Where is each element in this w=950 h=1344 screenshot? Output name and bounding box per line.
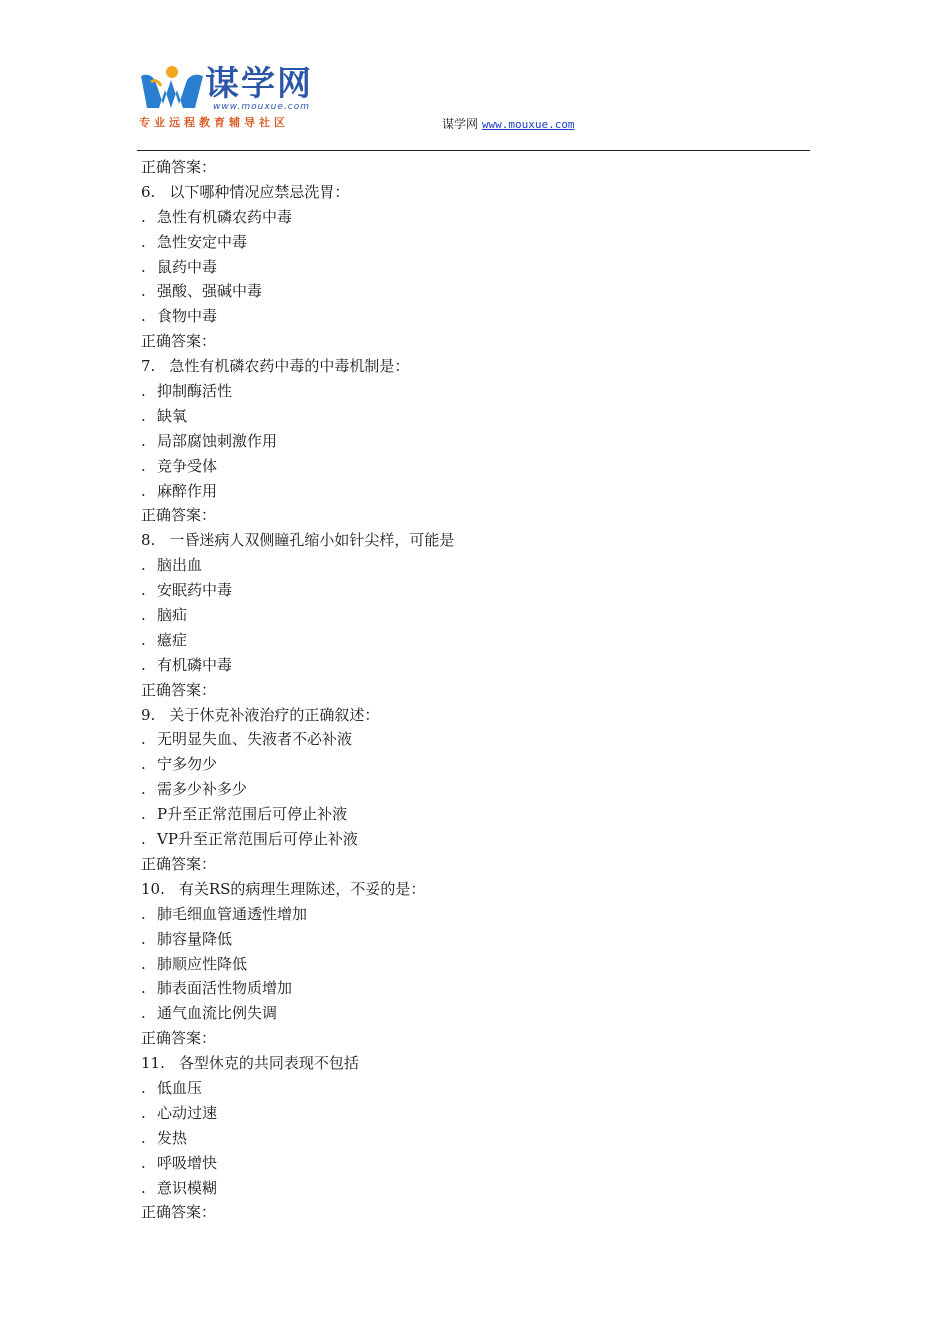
option-marker: . xyxy=(141,382,146,401)
option-item xyxy=(141,1101,821,1126)
question-text: 各型休克的共同表现不包括 xyxy=(178,1054,359,1073)
option-item xyxy=(141,578,821,603)
question-title xyxy=(141,180,821,205)
question-block xyxy=(141,528,821,702)
option-text: 肺顺应性降低 xyxy=(157,954,248,973)
option-item xyxy=(141,1176,821,1201)
page-header xyxy=(0,0,950,152)
option-text: 鼠药中毒 xyxy=(157,257,218,276)
option-marker: . xyxy=(141,282,146,301)
option-text: 无明显失血、失液者不必补液 xyxy=(157,730,353,749)
option-marker: . xyxy=(141,1153,146,1172)
question-block xyxy=(141,354,821,528)
option-item xyxy=(141,927,821,952)
question-text: 有关RS的病理生理陈述，不妥的是： xyxy=(178,879,426,898)
site-link[interactable]: www.mouxue.com xyxy=(481,118,575,131)
option-marker: . xyxy=(141,581,146,600)
option-item xyxy=(141,802,821,827)
option-text: 通气血流比例失调 xyxy=(157,1004,278,1023)
option-marker: . xyxy=(141,1178,146,1197)
question-number: 6. xyxy=(141,182,156,201)
option-text: 呼吸增快 xyxy=(157,1153,218,1172)
option-text: 缺氧 xyxy=(157,406,188,425)
answer-label: 正确答案： xyxy=(141,506,217,525)
logo-emblem-icon xyxy=(137,64,207,114)
answer-label: 正确答案： xyxy=(141,1203,217,1222)
option-marker: . xyxy=(141,431,146,450)
option-marker: . xyxy=(141,257,146,276)
option-marker: . xyxy=(141,904,146,923)
question-title xyxy=(141,1051,821,1076)
option-text: 局部腐蚀刺激作用 xyxy=(157,431,278,450)
option-text: 急性安定中毒 xyxy=(157,232,248,251)
question-block xyxy=(141,703,821,877)
option-item xyxy=(141,752,821,777)
option-text: 安眠药中毒 xyxy=(157,581,233,600)
option-text: 癔症 xyxy=(157,630,188,649)
answer-label: 正确答案： xyxy=(141,680,217,699)
option-marker: . xyxy=(141,606,146,625)
option-marker: . xyxy=(141,929,146,948)
option-item xyxy=(141,628,821,653)
option-text: 急性有机磷农药中毒 xyxy=(157,207,293,226)
option-text: 食物中毒 xyxy=(157,307,218,326)
option-text: 肺毛细血管通透性增加 xyxy=(157,904,308,923)
option-item xyxy=(141,230,821,255)
option-text: 脑疝 xyxy=(157,606,188,625)
option-item xyxy=(141,553,821,578)
option-marker: . xyxy=(141,1103,146,1122)
option-item xyxy=(141,454,821,479)
option-item xyxy=(141,727,821,752)
option-item xyxy=(141,279,821,304)
option-item xyxy=(141,827,821,852)
site-info xyxy=(442,115,575,132)
option-item xyxy=(141,952,821,977)
brand-url: www.mouxue.com xyxy=(213,102,310,112)
option-text: 需多少补多少 xyxy=(157,780,248,799)
option-text: 麻醉作用 xyxy=(157,481,218,500)
option-marker: . xyxy=(141,954,146,973)
option-text: 意识模糊 xyxy=(157,1178,218,1197)
option-marker: . xyxy=(141,406,146,425)
question-block xyxy=(141,1051,821,1225)
question-title xyxy=(141,354,821,379)
answer-label: 正确答案： xyxy=(141,1029,217,1048)
option-marker: . xyxy=(141,730,146,749)
option-item xyxy=(141,777,821,802)
option-marker: . xyxy=(141,630,146,649)
question-list xyxy=(141,155,821,1225)
option-item xyxy=(141,429,821,454)
option-marker: . xyxy=(141,755,146,774)
question-text: 以下哪种情况应禁忌洗胃： xyxy=(169,182,350,201)
question-title xyxy=(141,703,821,728)
option-item xyxy=(141,1151,821,1176)
option-text: 有机磷中毒 xyxy=(157,655,233,674)
option-marker: . xyxy=(141,232,146,251)
brand-name: 谋学网 xyxy=(205,64,313,104)
header-divider xyxy=(137,150,810,151)
answer-label: 正确答案： xyxy=(141,332,217,351)
option-item xyxy=(141,1076,821,1101)
option-marker: . xyxy=(141,207,146,226)
option-text: 强酸、强碱中毒 xyxy=(157,282,263,301)
site-label: 谋学网 xyxy=(442,117,479,131)
option-marker: . xyxy=(141,830,146,849)
option-text: 竞争受体 xyxy=(157,456,218,475)
option-text: VP升至正常范围后可停止补液 xyxy=(157,830,358,849)
option-item xyxy=(141,479,821,504)
question-text: 关于休克补液治疗的正确叙述： xyxy=(169,705,380,724)
option-item xyxy=(141,653,821,678)
option-text: 脑出血 xyxy=(157,556,203,575)
option-marker: . xyxy=(141,556,146,575)
option-text: 肺容量降低 xyxy=(157,929,233,948)
option-item xyxy=(141,902,821,927)
option-marker: . xyxy=(141,780,146,799)
option-text: 心动过速 xyxy=(157,1103,218,1122)
option-item xyxy=(141,1001,821,1026)
question-title xyxy=(141,877,821,902)
option-item xyxy=(141,603,821,628)
answer-label: 正确答案： xyxy=(141,158,217,176)
answer-label: 正确答案： xyxy=(141,854,217,873)
question-number: 7. xyxy=(141,357,156,376)
question-number: 10. xyxy=(141,879,165,898)
question-number: 11. xyxy=(141,1054,165,1073)
option-marker: . xyxy=(141,805,146,824)
option-text: 抑制酶活性 xyxy=(157,382,233,401)
option-text: 发热 xyxy=(157,1128,188,1147)
option-item xyxy=(141,205,821,230)
option-marker: . xyxy=(141,1004,146,1023)
brand-slogan: 专业远程教育辅导社区 xyxy=(139,116,289,129)
option-text: 宁多勿少 xyxy=(157,755,218,774)
option-item xyxy=(141,1126,821,1151)
option-item xyxy=(141,255,821,280)
option-item xyxy=(141,404,821,429)
question-number: 8. xyxy=(141,531,156,550)
option-text: 低血压 xyxy=(157,1078,203,1097)
option-item xyxy=(141,304,821,329)
question-text: 一昏迷病人双侧瞳孔缩小如针尖样，可能是 xyxy=(169,531,455,550)
option-marker: . xyxy=(141,979,146,998)
option-text: P升至正常范围后可停止补液 xyxy=(157,805,348,824)
option-text: 肺表面活性物质增加 xyxy=(157,979,293,998)
option-marker: . xyxy=(141,1078,146,1097)
question-text: 急性有机磷农药中毒的中毒机制是： xyxy=(169,357,410,376)
question-block xyxy=(141,180,821,354)
option-marker: . xyxy=(141,456,146,475)
option-marker: . xyxy=(141,481,146,500)
option-marker: . xyxy=(141,655,146,674)
question-title xyxy=(141,528,821,553)
option-item xyxy=(141,976,821,1001)
question-number: 9. xyxy=(141,705,156,724)
question-block xyxy=(141,877,821,1051)
option-item xyxy=(141,379,821,404)
option-marker: . xyxy=(141,307,146,326)
option-marker: . xyxy=(141,1128,146,1147)
